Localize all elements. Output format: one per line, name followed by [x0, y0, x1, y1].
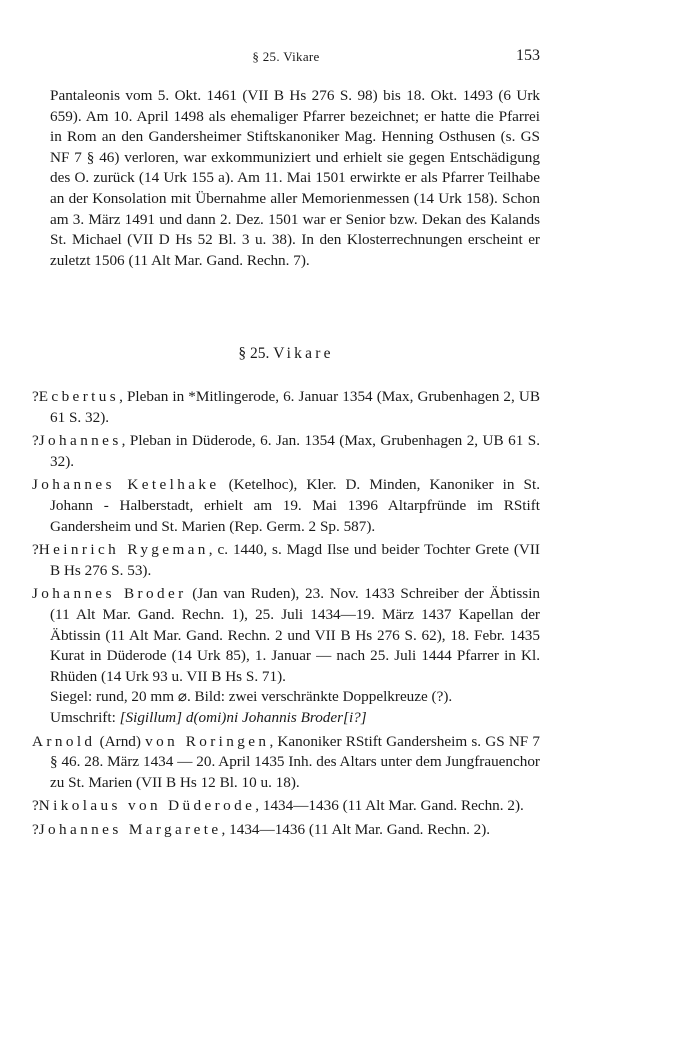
uncertain-marker: ? — [32, 432, 39, 450]
entry-johannes-ketelhake — [32, 475, 540, 537]
entry-name: Johannes Ketelhake — [32, 476, 220, 494]
uncertain-marker: ? — [32, 541, 39, 559]
page-number: 153 — [516, 47, 540, 64]
running-title: § 25. Vikare — [252, 49, 320, 64]
entry-name: Heinrich Rygeman — [38, 541, 209, 559]
entry-name: Johannes Margarete — [38, 820, 222, 838]
uncertain-marker: ? — [32, 388, 39, 405]
seal-description: Siegel: rund, 20 mm ⌀. Bild: zwei verschränkte Doppelkreuze (?). — [50, 688, 453, 706]
entry-name: Ecbertus — [38, 388, 120, 405]
paragraph-text: Pantaleonis vom 5. Okt. 1461 (VII B Hs 276 S. 98) bis 18. Okt. 1493 (6 Urk 659). Am 10. April 1498 als ehemaliger Pfarrer bezeichnet; er hatte die Pfarrei in Rom an den Gandersheimer Stiftskanoniker Mag. Henning Osthusen (s. GS NF 7 § 46) verloren, war exkommuniziert und erhielt sie gegen Entschädigung des O. zurück (14 Urk 155 a). Am 11. Mai 1501 erwirkte er als Pfarrer Teilhabe an der Konsolation mit Übernahme aller Memorienmessen (14 Urk 158). Schon am 3. März 1491 und dann 2. Dez. 1501 war er Senior bzw. Dekan des Kalands St. Michael (VII D Hs 52 Bl. 3 u. 38). In den Klosterrechnungen erscheint er zuletzt 1506 (11 Alt Mar. Gand. Rechn. 7). — [50, 87, 540, 269]
entry-text: , c. 1440, s. Magd Ilse und beider Tochter Grete (VII B Hs 276 S. 53). — [50, 541, 540, 579]
entry-ecbertus — [32, 387, 540, 428]
entry-arnold-von-roringen — [32, 732, 540, 794]
entry-heinrich-rygeman — [32, 540, 540, 581]
inscription-label: Umschrift: — [50, 708, 120, 726]
entry-johannes-broder — [32, 584, 540, 728]
entry-name: Arnold — [32, 732, 96, 750]
entry-name: Johannes Broder — [32, 585, 187, 603]
continued-paragraph — [32, 86, 540, 271]
entry-alias: (Arnd) — [95, 732, 146, 750]
entry-text: , Pleban in Düderode, 6. Jan. 1354 (Max, Grubenhagen 2, UB 61 S. 32). — [50, 432, 540, 470]
entry-text: , Kanoniker RStift Gandersheim s. GS NF 7 § 46. 28. März 1434 — 20. April 1435 Inh. des Altars unter dem Jungfrauenchor zu St. Marien (VII B Hs 12 Bl. 10 u. 18). — [50, 732, 541, 791]
running-head — [32, 47, 540, 69]
seal-inscription-line — [50, 708, 540, 729]
inscription-text: [Sigillum] d(omi)ni Johannis Broder[i?] — [119, 708, 367, 726]
entry-name: Johannes — [38, 432, 122, 450]
entry-johannes-margarete — [32, 820, 540, 841]
entry-text: , 1434—1436 (11 Alt Mar. Gand. Rechn. 2). — [221, 820, 491, 838]
entry-text: , 1434—1436 (11 Alt Mar. Gand. Rechn. 2). — [255, 797, 524, 815]
section-title: Vikare — [273, 345, 334, 362]
uncertain-marker: ? — [32, 820, 39, 838]
section-number: § 25. — [238, 345, 270, 362]
entry-list — [32, 387, 540, 843]
entry-text: (Ketelhoc), Kler. D. Minden, Kanoniker in St. Johann - Halberstadt, erhielt am 19. Mai 1396 Altarpfründe im RStift Gandersheim und St. Marien (Rep. Germ. 2 Sp. 587). — [50, 476, 541, 535]
entry-nikolaus-von-duederode — [32, 796, 540, 817]
uncertain-marker: ? — [32, 797, 39, 815]
section-heading — [32, 345, 540, 363]
entry-johannes — [32, 431, 540, 472]
entry-name: Nikolaus von Düderode — [38, 797, 256, 815]
entry-surname: von Roringen — [145, 732, 270, 750]
entry-text: , Pleban in *Mitlingerode, 6. Januar 1354 (Max, Grubenhagen 2, UB 61 S. 32). — [50, 388, 540, 426]
entry-text: (Jan van Ruden), 23. Nov. 1433 Schreiber der Äbtissin (11 Alt Mar. Gand. Rechn. 1), 25. Juli 1434—19. März 1437 Kapellan der Äbtissin (11 Alt Mar. Gand. Rechn. 2 und VII B Hs 276 S. 62), 18. Febr. 1435 Kurat in Düderode (14 Urk 85), 1. Januar — nach 25. Juli 1444 Pfarrer in Kl. Rhüden (14 Urk 93 u. VII B Hs S. 71). — [50, 585, 541, 685]
